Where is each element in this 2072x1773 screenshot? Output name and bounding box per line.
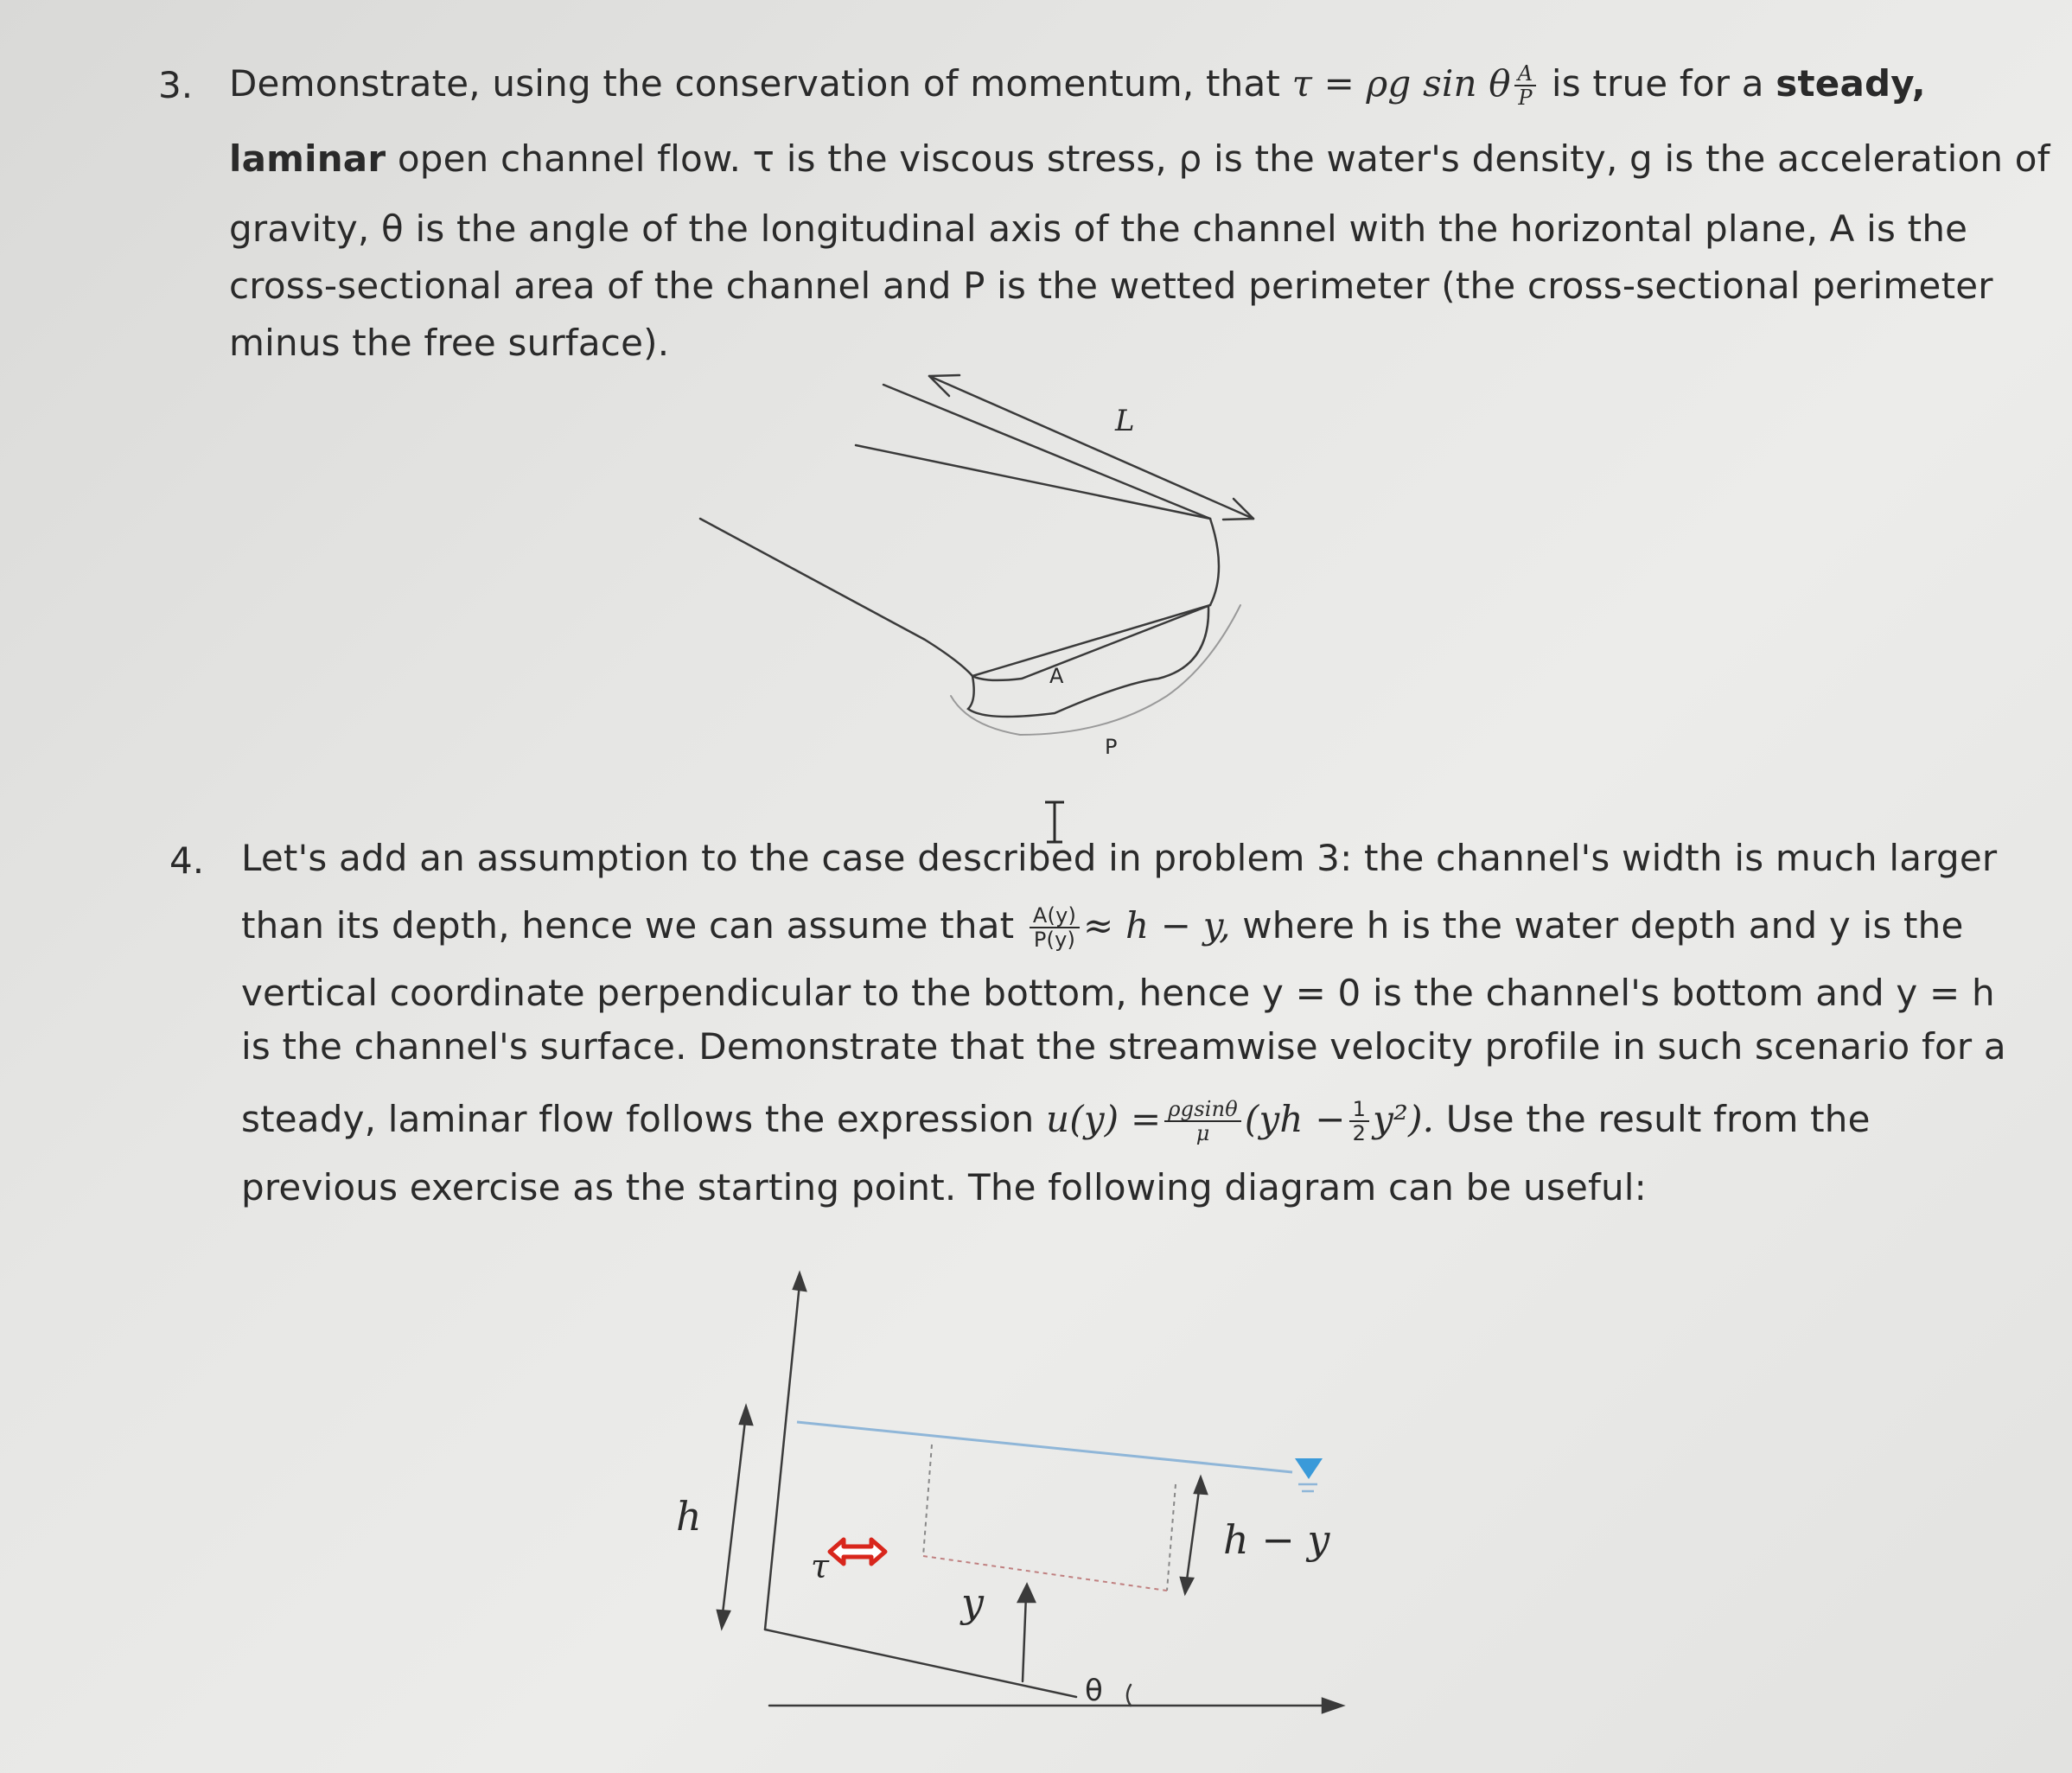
water-surface-line — [972, 605, 1210, 676]
h-minus-y-dimension-line — [1186, 1484, 1200, 1586]
problem-4-line-2: than its depth, hence we can assume that $\frac{A(y)}{P(y)}$ ≈ h − y, where h is the water depth and y is the — [241, 903, 1964, 953]
fraction-a-over-p: $\frac{A}{P}$ — [1514, 62, 1537, 110]
problem-3-line-4: cross-sectional area of the channel and P is the wetted perimeter (the cross-sectional perimeter — [229, 265, 1993, 307]
problem-4-line-1: Let's add an assumption to the case described in problem 3: the channel's width is much larger — [241, 837, 1998, 879]
label-theta: θ — [1085, 1674, 1103, 1708]
channel-edge-top — [883, 385, 1210, 519]
label-tau: τ — [811, 1547, 830, 1585]
problem-3-line-1: Demonstrate, using the conservation of momentum, that τ = ρg sin θ $\frac{A}{P}$ is true for a steady, — [229, 61, 1926, 111]
formula-tau: τ = ρg sin θ — [1291, 61, 1511, 105]
problem-4-line-6: previous exercise as the starting point. The following diagram can be useful: — [241, 1166, 1648, 1209]
y-arrow-head-icon — [1018, 1585, 1035, 1602]
h-dimension-arrow-bottom-icon — [717, 1610, 730, 1628]
label-A: A — [1049, 664, 1064, 688]
channel-edge-left — [700, 519, 1210, 680]
channel-bottom-line — [765, 1630, 1076, 1697]
problem-4-number: 4. — [169, 839, 205, 882]
channel-bed — [968, 607, 1208, 717]
control-volume — [923, 1445, 1176, 1591]
problem-3-line-3: gravity, θ is the angle of the longitudinal axis of the channel with the horizontal plane, A is the — [229, 207, 1968, 250]
fraction-one-half: $\frac{1}{2}$ — [1349, 1098, 1369, 1145]
problem-3-line-5: minus the free surface). — [229, 322, 670, 364]
label-L: L — [1115, 404, 1135, 438]
problem-4-line-4: is the channel's surface. Demonstrate that the streamwise velocity profile in such scenario for a — [241, 1025, 2006, 1068]
vertical-axis-line — [765, 1284, 800, 1630]
channel-right-bank — [1210, 519, 1219, 605]
fraction-velocity-coefficient: $\frac{\rho gsin\theta}{\mu}$ — [1164, 1098, 1241, 1145]
horizontal-axis-arrow-icon — [1323, 1699, 1342, 1712]
velocity-profile-diagram — [657, 1258, 1366, 1742]
h-dimension-line — [722, 1413, 746, 1621]
problem-4-line-5: steady, laminar flow follows the expression u(y) = $\frac{\rho gsin\theta}{\mu}$ (yh − $\frac{1}{2}$ y²). Use the result from the — [241, 1097, 1871, 1146]
fraction-area-over-perimeter: $\frac{A(y)}{P(y)}$ — [1030, 904, 1080, 952]
label-h-minus-y: h − y — [1223, 1516, 1330, 1563]
theta-arc — [1127, 1685, 1131, 1706]
channel-diagram — [674, 354, 1279, 769]
h-dimension-arrow-top-icon — [740, 1406, 752, 1425]
label-h: h — [676, 1493, 702, 1540]
label-P: P — [1105, 735, 1118, 759]
shear-stress-arrow-icon — [830, 1540, 885, 1564]
h-minus-y-arrow-bottom-icon — [1181, 1578, 1193, 1593]
water-surface-triangle-icon — [1295, 1458, 1323, 1479]
problem-3-line-2: laminar open channel flow. τ is the viscous stress, ρ is the water's density, g is the acceleration of — [229, 137, 2050, 180]
vertical-axis-arrow-icon — [794, 1273, 806, 1291]
problem-4-line-3: vertical coordinate perpendicular to the bottom, hence y = 0 is the channel's bottom and y = h — [241, 972, 1995, 1014]
label-y: y — [961, 1579, 984, 1626]
water-surface-marker-icon — [1298, 1484, 1317, 1491]
water-surface-line — [797, 1422, 1292, 1472]
y-arrow-line — [1023, 1595, 1026, 1681]
length-arrow — [929, 375, 1253, 520]
h-minus-y-arrow-top-icon — [1195, 1477, 1207, 1494]
channel-edge-middle — [856, 445, 1210, 519]
problem-3-number: 3. — [158, 64, 194, 106]
